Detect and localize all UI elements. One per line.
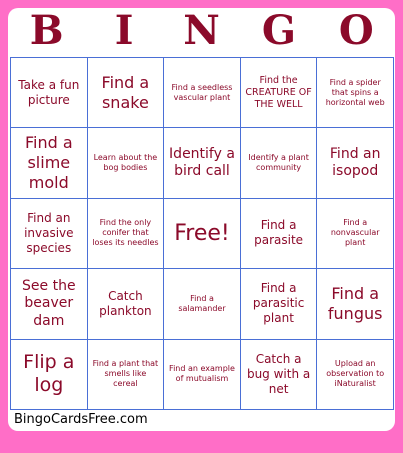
bingo-cell[interactable]: Find a plant that smells like cereal [88,340,165,410]
bingo-cell[interactable]: Find an isopod [317,128,394,198]
bingo-cell[interactable]: Find a nonvascular plant [317,199,394,269]
header-letter-b: B [29,7,64,54]
bingo-cell[interactable]: Identify a bird call [164,128,241,198]
bingo-cell[interactable]: Find the CREATURE OF THE WELL [241,58,318,128]
header-letter-n: N [183,7,220,54]
free-space-cell[interactable]: Free! [164,199,241,269]
bingo-cell[interactable]: Find a fungus [317,269,394,339]
bingo-cell[interactable]: Find a slime mold [11,128,88,198]
bingo-cell[interactable]: Identify a plant community [241,128,318,198]
bingo-cell[interactable]: Find a seedless vascular plant [164,58,241,128]
bingo-cell[interactable]: See the beaver dam [11,269,88,339]
bingo-cell[interactable]: Find a snake [88,58,165,128]
bingo-cell[interactable]: Find the only conifer that loses its needles [88,199,165,269]
bingo-cell[interactable]: Find a salamander [164,269,241,339]
header-letter-i: I [114,7,134,54]
bingo-cell[interactable]: Flip a log [11,340,88,410]
bingo-cell[interactable]: Find a parasitic plant [241,269,318,339]
bingo-cell[interactable]: Find a parasite [241,199,318,269]
bingo-cell[interactable]: Take a fun picture [11,58,88,128]
bingo-cell[interactable]: Catch plankton [88,269,165,339]
header-letter-o: O [338,7,374,54]
bingo-grid [10,57,394,410]
header-letter-g: G [261,7,296,54]
bingo-card [8,8,395,431]
footer-site-name: BingoCardsFree.com [14,412,148,427]
bingo-cell[interactable]: Upload an observation to iNaturalist [317,340,394,410]
bingo-cell[interactable]: Catch a bug with a net [241,340,318,410]
bingo-cell[interactable]: Learn about the bog bodies [88,128,165,198]
bingo-cell[interactable]: Find an example of mutualism [164,340,241,410]
bingo-cell[interactable]: Find a spider that spins a horizontal web [317,58,394,128]
bingo-cell[interactable]: Find an invasive species [11,199,88,269]
bingo-header [8,8,395,54]
